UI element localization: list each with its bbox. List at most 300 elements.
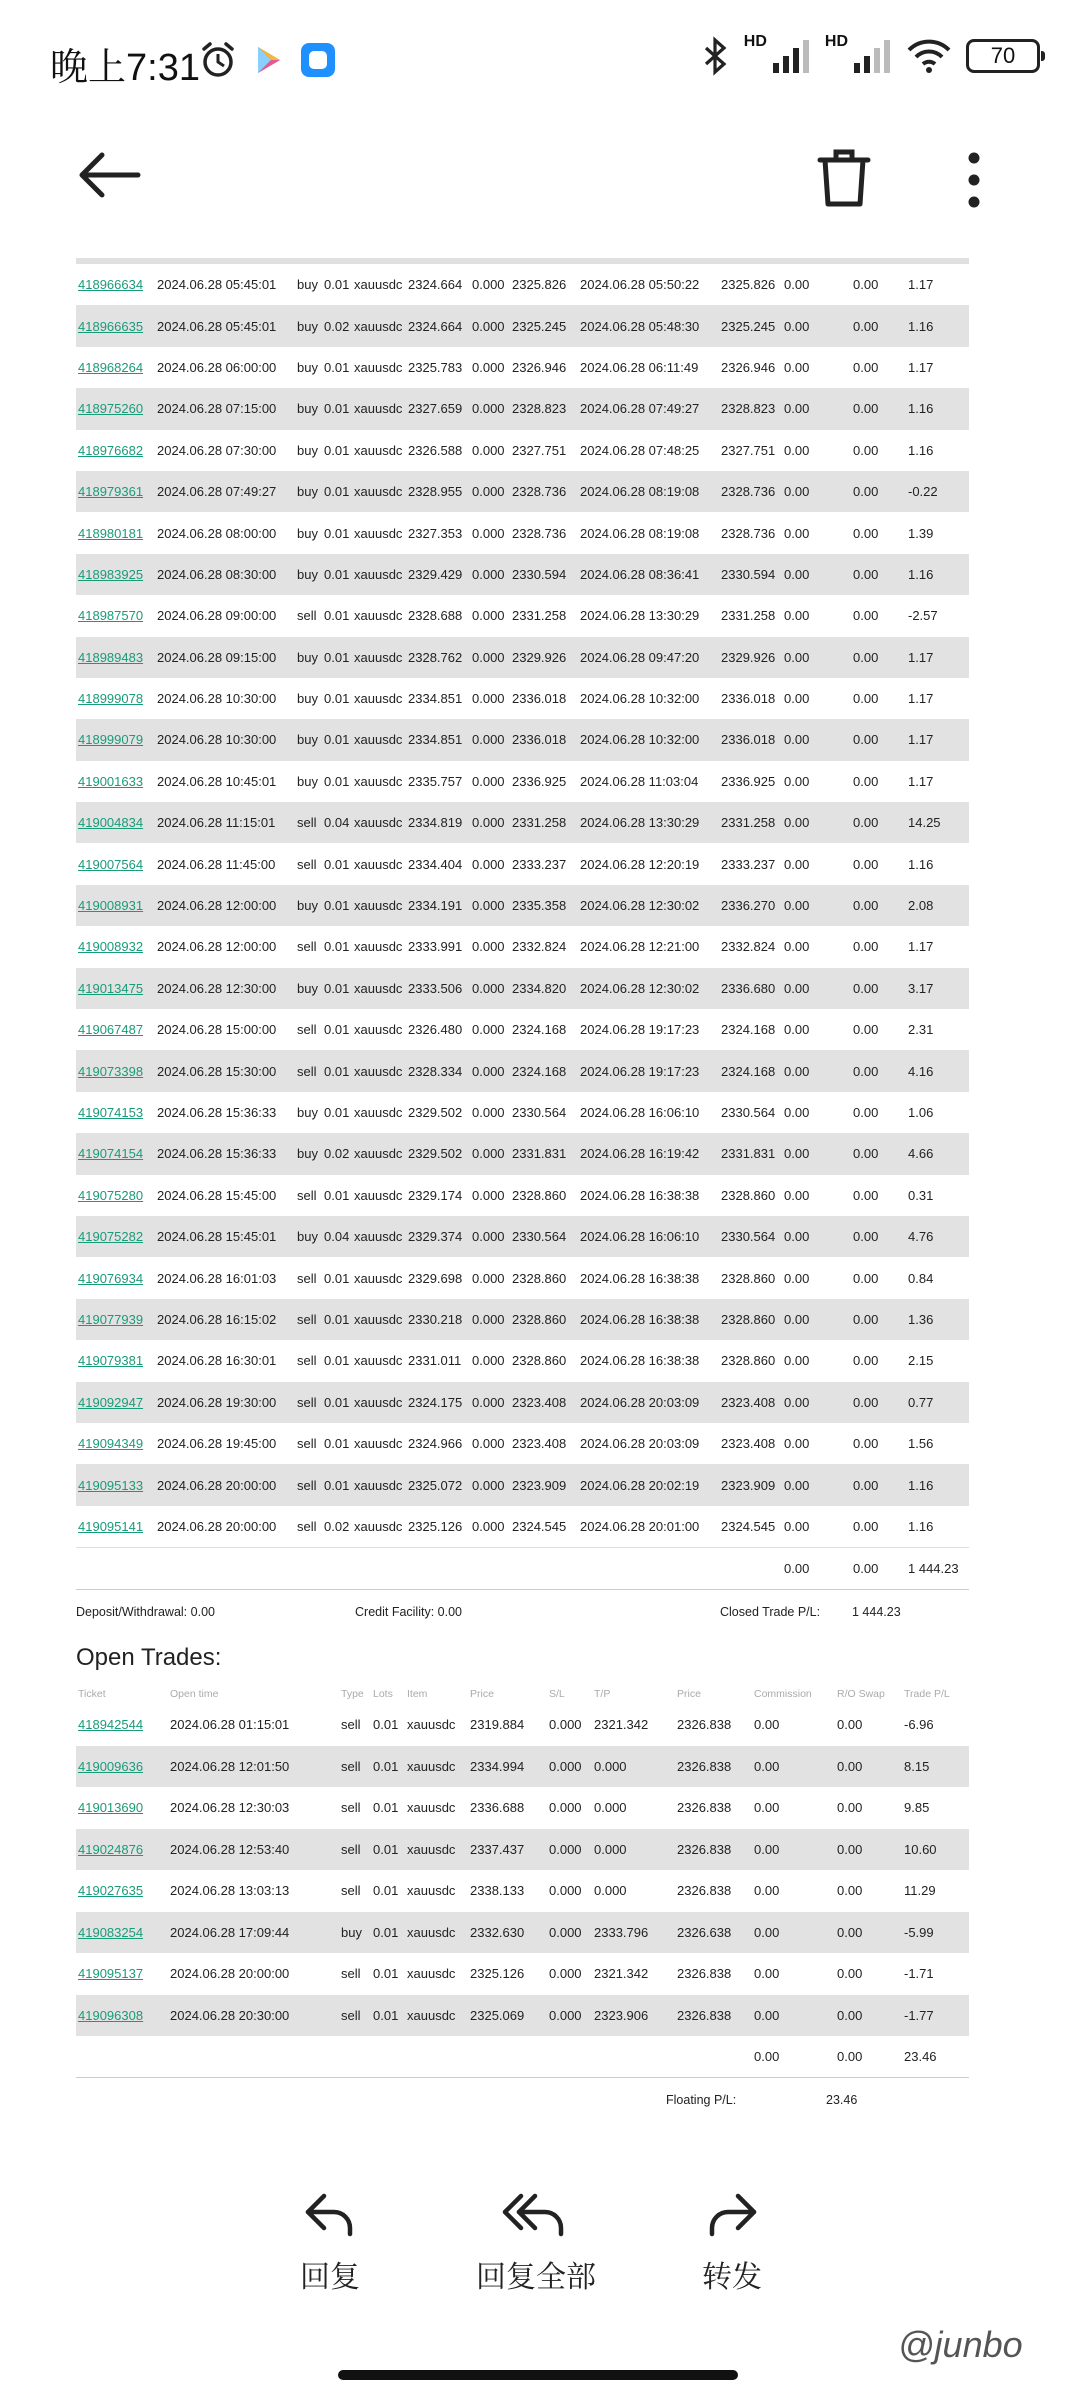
empty-cell <box>76 2036 168 2078</box>
cell-open-time: 2024.06.28 08:00:00 <box>157 525 277 541</box>
cell-type: buy <box>295 388 322 429</box>
table-row <box>76 1704 969 1746</box>
ticket-link[interactable]: 418966634 <box>78 277 144 293</box>
cell-close-price: 2325.826 <box>721 277 776 293</box>
ticket-link[interactable]: 418987570 <box>78 608 144 624</box>
table-row <box>76 305 969 346</box>
cell-close-price: 2336.018 <box>721 691 776 707</box>
cell-sl: 0.000 <box>470 1382 510 1423</box>
cell-sl: 0.000 <box>470 554 510 595</box>
cell-pl: 9.85 <box>904 1800 930 1816</box>
cell-sl: 0.000 <box>472 1436 505 1452</box>
cell-profit: 1.17 <box>908 939 934 955</box>
network-type-2: HD <box>824 33 848 50</box>
cell-type: buy <box>295 305 322 346</box>
table-row <box>76 388 969 429</box>
cell-sl: 0.000 <box>472 856 505 872</box>
cell-sl: 0.000 <box>549 1800 582 1816</box>
column-header: T/P <box>594 1688 611 1700</box>
empty-cell <box>406 1548 470 1590</box>
ticket-link[interactable]: 419095137 <box>78 1966 144 1982</box>
cell-item: xauusdc <box>352 1133 406 1174</box>
cell-tp: 2332.824 <box>512 939 567 955</box>
forward-button[interactable] <box>702 2190 762 2296</box>
cell-close-time: 2024.06.28 07:49:27 <box>578 388 719 429</box>
ticket-link[interactable]: 419007564 <box>78 856 144 872</box>
cell-close-price: 2331.258 <box>721 608 776 624</box>
ticket-link[interactable]: 418989483 <box>76 637 155 678</box>
cell-swap: 0.00 <box>851 305 906 346</box>
table-row <box>76 512 969 553</box>
cell-open-time: 2024.06.28 12:01:50 <box>168 1746 339 1788</box>
ticket-link[interactable]: 419094349 <box>78 1436 144 1452</box>
cell-profit: 3.17 <box>906 968 969 1009</box>
reply-icon <box>302 2190 358 2238</box>
cell-price: 2333.506 <box>406 968 470 1009</box>
trash-icon[interactable] <box>814 146 874 210</box>
cell-close-time: 2024.06.28 08:36:41 <box>578 554 719 595</box>
total-swap: 0.00 <box>851 1548 906 1590</box>
ticket-link[interactable]: 419074153 <box>78 1105 144 1120</box>
empty-cell <box>547 2036 592 2078</box>
ticket-link[interactable]: 419079381 <box>78 1353 144 1369</box>
cell-profit: -2.57 <box>908 608 938 624</box>
cell-item: xauusdc <box>407 1800 456 1816</box>
cell-commission: 0.00 <box>782 968 851 1009</box>
cell-commission: 0.00 <box>784 442 810 458</box>
cell-open-time: 2024.06.28 15:45:00 <box>157 1187 277 1203</box>
ticket-link[interactable]: 418979361 <box>76 471 155 512</box>
empty-cell <box>510 1548 578 1590</box>
cell-close-price: 2327.751 <box>721 442 776 458</box>
cell-open-time: 2024.06.28 20:00:00 <box>157 1518 277 1534</box>
cell-lots: 0.01 <box>373 1966 399 1982</box>
ticket-link[interactable]: 419009636 <box>76 1746 168 1788</box>
cell-lots: 0.01 <box>373 1883 399 1899</box>
cell-commission: 0.00 <box>782 802 851 843</box>
ticket-link[interactable]: 419004834 <box>76 802 155 843</box>
total-commission: 0.00 <box>782 1548 851 1590</box>
open-trades-table <box>76 1704 969 2078</box>
cell-swap: 0.00 <box>853 1187 879 1203</box>
cell-open-time: 2024.06.28 19:45:00 <box>157 1436 277 1452</box>
cell-profit: 2.15 <box>908 1353 934 1369</box>
cell-tp: 2336.018 <box>510 719 578 760</box>
cell-commission: 0.00 <box>784 856 810 872</box>
ticket-link[interactable]: 419001633 <box>78 773 144 789</box>
cell-sl: 0.000 <box>547 1829 592 1871</box>
cell-close-price: 2324.168 <box>721 1022 776 1038</box>
cell-profit: 1.17 <box>908 691 934 707</box>
ticket-link[interactable]: 419083254 <box>76 1912 168 1954</box>
cell-lots: 0.01 <box>371 1746 405 1788</box>
cell-pl: -6.96 <box>904 1717 934 1733</box>
cell-type: buy <box>297 277 318 293</box>
cell-item: xauusdc <box>352 885 406 926</box>
cell-profit: 1.16 <box>906 388 969 429</box>
reply-button[interactable] <box>300 2190 360 2296</box>
cell-swap: 0.00 <box>835 1995 902 2037</box>
cell-close-price: 2330.564 <box>719 1216 782 1257</box>
cell-price: 2328.334 <box>406 1050 470 1091</box>
cell-pl: 10.60 <box>902 1829 969 1871</box>
cell-price: 2329.698 <box>408 1270 463 1286</box>
ticket-link[interactable]: 418968264 <box>78 359 144 375</box>
table-row <box>76 1216 969 1257</box>
cell-swap: 0.00 <box>851 388 906 429</box>
cell-tp: 2331.258 <box>512 608 567 624</box>
cell-open-time: 2024.06.28 16:15:02 <box>155 1299 295 1340</box>
cell-lots: 0.01 <box>324 1436 350 1452</box>
empty-cell <box>578 1548 719 1590</box>
cell-tp: 2328.860 <box>512 1187 567 1203</box>
cell-commission: 0.00 <box>752 1746 835 1788</box>
cell-profit: 4.16 <box>906 1050 969 1091</box>
open-trades-header <box>76 1684 969 1704</box>
cell-item: xauusdc <box>352 305 406 346</box>
cell-close-time: 2024.06.28 16:38:38 <box>578 1299 719 1340</box>
cell-close-price: 2332.824 <box>721 939 776 955</box>
cell-swap: 0.00 <box>835 1912 902 1954</box>
column-header: S/L <box>549 1688 565 1700</box>
total-swap: 0.00 <box>835 2036 902 2078</box>
cell-price: 2329.502 <box>406 1133 470 1174</box>
cell-profit: -0.22 <box>906 471 969 512</box>
cell-close-price: 2326.946 <box>721 359 776 375</box>
ticket-link[interactable]: 419092947 <box>76 1382 155 1423</box>
cell-tp: 2330.564 <box>510 1216 578 1257</box>
cell-open-time: 2024.06.28 10:30:00 <box>155 719 295 760</box>
ticket-link[interactable]: 418999079 <box>76 719 155 760</box>
cell-type: sell <box>341 1883 361 1899</box>
cell-commission: 0.00 <box>784 1187 810 1203</box>
cell-sl: 0.000 <box>549 1883 582 1899</box>
table-row <box>76 1257 969 1298</box>
cell-swap: 0.00 <box>851 1216 906 1257</box>
cell-type: sell <box>297 856 317 872</box>
cell-item: xauusdc <box>405 1995 468 2037</box>
signal-icon <box>771 39 811 73</box>
cell-commission: 0.00 <box>752 1995 835 2037</box>
ticket-link[interactable]: 419076934 <box>78 1270 144 1286</box>
cell-commission: 0.00 <box>784 1105 810 1120</box>
cell-tp: 2335.358 <box>510 885 578 926</box>
cell-type: sell <box>297 1187 317 1203</box>
table-row <box>76 1050 969 1091</box>
cell-tp: 2327.751 <box>512 442 567 458</box>
cell-item: xauusdc <box>354 1270 403 1286</box>
cell-lots: 0.01 <box>322 388 352 429</box>
cell-open-time: 2024.06.28 20:00:00 <box>155 1464 295 1505</box>
floating-pl-label: Floating P/L: <box>666 2093 737 2107</box>
home-indicator[interactable] <box>338 2370 738 2380</box>
cell-type: sell <box>297 1436 317 1452</box>
cell-tp: 2328.860 <box>510 1299 578 1340</box>
cell-price: 2324.966 <box>408 1436 463 1452</box>
cell-close-time: 2024.06.28 11:03:04 <box>580 773 699 789</box>
empty-cell <box>339 2036 371 2078</box>
cell-profit: 1.16 <box>906 554 969 595</box>
cell-sl: 0.000 <box>472 359 505 375</box>
cell-cur-price: 2326.838 <box>675 1746 752 1788</box>
cell-item: xauusdc <box>352 1216 406 1257</box>
closed-trades-section <box>76 258 969 1634</box>
cell-type: sell <box>297 1270 317 1286</box>
cell-tp: 2324.545 <box>512 1518 567 1534</box>
ticket-link[interactable]: 418942544 <box>78 1717 144 1733</box>
back-arrow-icon[interactable] <box>76 150 142 200</box>
cell-tp: 2328.736 <box>510 471 578 512</box>
cell-price: 2325.783 <box>408 359 463 375</box>
cell-sl: 0.000 <box>470 1299 510 1340</box>
cell-open-time: 2024.06.28 07:15:00 <box>155 388 295 429</box>
cell-price: 2324.664 <box>408 277 463 293</box>
ticket-link[interactable]: 419008932 <box>78 939 144 955</box>
table-row <box>76 1912 969 1954</box>
cell-swap: 0.00 <box>853 1353 879 1369</box>
ticket-link[interactable]: 419024876 <box>76 1829 168 1871</box>
cell-lots: 0.01 <box>322 554 352 595</box>
cell-close-time: 2024.06.28 16:38:38 <box>580 1353 700 1369</box>
cell-type: sell <box>295 1050 322 1091</box>
ticket-link[interactable]: 419013475 <box>76 968 155 1009</box>
cell-item: xauusdc <box>352 1464 406 1505</box>
cell-item: xauusdc <box>354 856 403 872</box>
cell-close-price: 2328.736 <box>719 471 782 512</box>
cell-commission: 0.00 <box>784 277 810 293</box>
floating-pl-value: 23.46 <box>826 2093 858 2107</box>
cell-sl: 0.000 <box>472 691 505 707</box>
cell-tp: 2328.860 <box>512 1353 567 1369</box>
reply-all-button[interactable] <box>476 2190 596 2296</box>
cell-open-time: 2024.06.28 16:30:01 <box>157 1353 277 1369</box>
cell-item: xauusdc <box>405 1829 468 1871</box>
cell-swap: 0.00 <box>853 608 879 624</box>
cell-lots: 0.01 <box>322 968 352 1009</box>
ticket-link[interactable]: 419027635 <box>78 1883 144 1899</box>
cell-price: 2326.480 <box>408 1022 463 1038</box>
cell-profit: 2.31 <box>908 1022 934 1038</box>
cell-swap: 0.00 <box>853 1518 879 1534</box>
cell-commission: 0.00 <box>782 1299 851 1340</box>
cell-swap: 0.00 <box>853 856 879 872</box>
cell-lots: 0.04 <box>322 802 352 843</box>
cell-price: 2328.762 <box>406 637 470 678</box>
table-row <box>76 1829 969 1871</box>
cell-price: 2337.437 <box>468 1829 547 1871</box>
cell-type: buy <box>295 719 322 760</box>
cell-close-time: 2024.06.28 16:06:10 <box>580 1105 700 1120</box>
cell-swap: 0.00 <box>837 1966 863 1982</box>
cell-commission: 0.00 <box>784 525 810 541</box>
cell-commission: 0.00 <box>784 1518 810 1534</box>
cell-lots: 0.01 <box>373 1800 399 1816</box>
cell-open-time: 2024.06.28 19:30:00 <box>155 1382 295 1423</box>
table-row <box>76 1746 969 1788</box>
cell-profit: 1.39 <box>908 525 934 541</box>
cell-close-price: 2328.860 <box>721 1353 776 1369</box>
cell-commission: 0.00 <box>784 1270 810 1286</box>
cell-lots: 0.01 <box>371 1995 405 2037</box>
table-row <box>76 1382 969 1423</box>
cell-type: sell <box>339 1829 371 1871</box>
cell-tp: 2331.831 <box>510 1133 578 1174</box>
cell-item: xauusdc <box>354 608 403 624</box>
table-row <box>76 885 969 926</box>
cell-tp: 2325.826 <box>512 277 567 293</box>
cell-open-time: 2024.06.28 20:00:00 <box>170 1966 290 1982</box>
ticket-link[interactable]: 418976682 <box>78 442 144 458</box>
cell-lots: 0.01 <box>322 1464 352 1505</box>
ticket-link[interactable]: 419073398 <box>76 1050 155 1091</box>
ticket-link[interactable]: 419075282 <box>76 1216 155 1257</box>
cell-tp: 2323.906 <box>592 1995 675 2037</box>
ticket-link[interactable]: 418975260 <box>76 388 155 429</box>
cell-close-price: 2330.594 <box>719 554 782 595</box>
ticket-link[interactable]: 419008931 <box>76 885 155 926</box>
ticket-link[interactable]: 419074154 <box>76 1133 155 1174</box>
cell-close-price: 2330.564 <box>721 1105 776 1120</box>
cell-open-time: 2024.06.28 07:49:27 <box>155 471 295 512</box>
cell-lots: 0.01 <box>324 1187 350 1203</box>
ticket-link[interactable]: 419095133 <box>76 1464 155 1505</box>
cell-swap: 0.00 <box>853 939 879 955</box>
cell-lots: 0.01 <box>322 1050 352 1091</box>
cell-profit: 1.16 <box>906 1464 969 1505</box>
cell-tp: 2330.594 <box>510 554 578 595</box>
cell-profit: 0.84 <box>908 1270 934 1286</box>
cell-profit: 14.25 <box>906 802 969 843</box>
table-row <box>76 347 969 388</box>
cell-sl: 0.000 <box>470 471 510 512</box>
cell-open-time: 2024.06.28 11:15:01 <box>155 802 295 843</box>
cell-swap: 0.00 <box>837 1883 863 1899</box>
cell-sl: 0.000 <box>470 637 510 678</box>
cell-profit: 1.56 <box>908 1436 934 1452</box>
cell-type: buy <box>297 525 318 541</box>
ticket-link[interactable]: 418983925 <box>76 554 155 595</box>
cell-price: 2338.133 <box>470 1883 525 1899</box>
cell-price: 2329.429 <box>406 554 470 595</box>
cell-profit: 4.66 <box>906 1133 969 1174</box>
cell-type: sell <box>341 1800 361 1816</box>
cell-price: 2325.072 <box>406 1464 470 1505</box>
ticket-link[interactable]: 419095141 <box>78 1518 144 1534</box>
cell-type: sell <box>341 1717 361 1733</box>
cell-close-time: 2024.06.28 13:30:29 <box>580 608 700 624</box>
cell-tp: 0.000 <box>592 1829 675 1871</box>
cell-open-time: 2024.06.28 07:30:00 <box>157 442 277 458</box>
cell-sl: 0.000 <box>472 1022 505 1038</box>
cell-item: xauusdc <box>352 802 406 843</box>
cell-sl: 0.000 <box>547 1995 592 2037</box>
cell-sl: 0.000 <box>470 885 510 926</box>
cell-swap: 0.00 <box>851 1299 906 1340</box>
cell-profit: 0.31 <box>908 1187 934 1203</box>
ticket-link[interactable]: 419075280 <box>78 1187 144 1203</box>
cell-profit: 1.16 <box>908 442 934 458</box>
cell-close-time: 2024.06.28 20:01:00 <box>580 1518 700 1534</box>
cell-pl: 8.15 <box>902 1746 969 1788</box>
cell-swap: 0.00 <box>853 773 879 789</box>
cell-tp: 0.000 <box>594 1800 627 1816</box>
cell-lots: 0.01 <box>324 1353 350 1369</box>
cell-close-price: 2331.831 <box>719 1133 782 1174</box>
empty-cell <box>470 1548 510 1590</box>
cell-swap: 0.00 <box>853 442 879 458</box>
cell-item: xauusdc <box>354 277 403 293</box>
cell-close-time: 2024.06.28 12:21:00 <box>580 939 700 955</box>
cell-open-time: 2024.06.28 10:30:00 <box>157 691 277 707</box>
ticket-link[interactable]: 418966635 <box>76 305 155 346</box>
cell-open-time: 2024.06.28 15:30:00 <box>155 1050 295 1091</box>
empty-cell <box>719 1548 782 1590</box>
more-vert-icon[interactable] <box>966 152 982 208</box>
closed-summary <box>76 1590 969 1634</box>
cell-item: xauusdc <box>354 939 403 955</box>
ticket-link[interactable]: 419077939 <box>76 1299 155 1340</box>
cell-close-time: 2024.06.28 12:20:19 <box>580 856 700 872</box>
alarm-icon <box>198 40 238 80</box>
ticket-link[interactable]: 419013690 <box>78 1800 144 1816</box>
cell-commission: 0.00 <box>782 1133 851 1174</box>
cell-lots: 0.01 <box>324 1270 350 1286</box>
cell-profit: 4.76 <box>906 1216 969 1257</box>
cell-profit: 1.17 <box>908 359 934 375</box>
cell-commission: 0.00 <box>782 1050 851 1091</box>
cell-swap: 0.00 <box>851 802 906 843</box>
column-header: Type <box>341 1688 364 1700</box>
cell-commission: 0.00 <box>784 691 810 707</box>
cell-open-time: 2024.06.28 15:36:33 <box>157 1105 277 1120</box>
cell-swap: 0.00 <box>853 359 879 375</box>
cell-tp: 2323.408 <box>512 1436 567 1452</box>
deposit-withdrawal: Deposit/Withdrawal: 0.00 <box>76 1605 215 1620</box>
bottom-actions <box>0 2190 1080 2310</box>
ticket-link[interactable]: 418980181 <box>78 525 144 541</box>
ticket-link[interactable]: 419096308 <box>76 1995 168 2037</box>
cell-tp: 2330.564 <box>512 1105 567 1120</box>
cell-close-time: 2024.06.28 20:03:09 <box>580 1436 700 1452</box>
cell-lots: 0.01 <box>322 471 352 512</box>
cell-close-price: 2331.258 <box>719 802 782 843</box>
cell-commission: 0.00 <box>784 1436 810 1452</box>
cell-tp: 2328.823 <box>510 388 578 429</box>
cell-cur-price: 2326.838 <box>677 1717 732 1733</box>
empty-cell <box>322 1548 352 1590</box>
cell-tp: 2331.258 <box>510 802 578 843</box>
cell-swap: 0.00 <box>853 525 879 541</box>
ticket-link[interactable]: 419067487 <box>78 1022 144 1038</box>
cell-type: sell <box>297 608 317 624</box>
cell-item: xauusdc <box>352 719 406 760</box>
cell-price: 2329.374 <box>406 1216 470 1257</box>
cell-commission: 0.00 <box>784 773 810 789</box>
cell-close-time: 2024.06.28 08:19:08 <box>578 471 719 512</box>
empty-cell <box>675 2036 752 2078</box>
cell-lots: 0.01 <box>324 359 350 375</box>
cell-open-time: 2024.06.28 17:09:44 <box>168 1912 339 1954</box>
cell-commission: 0.00 <box>752 1912 835 1954</box>
cell-type: sell <box>295 802 322 843</box>
cell-open-time: 2024.06.28 12:53:40 <box>168 1829 339 1871</box>
cell-lots: 0.01 <box>371 1829 405 1871</box>
cell-type: sell <box>341 1966 361 1982</box>
cell-lots: 0.01 <box>322 885 352 926</box>
cell-price: 2325.126 <box>470 1966 525 1982</box>
cell-profit: 1.17 <box>908 773 934 789</box>
ticket-link[interactable]: 418999078 <box>78 691 144 707</box>
